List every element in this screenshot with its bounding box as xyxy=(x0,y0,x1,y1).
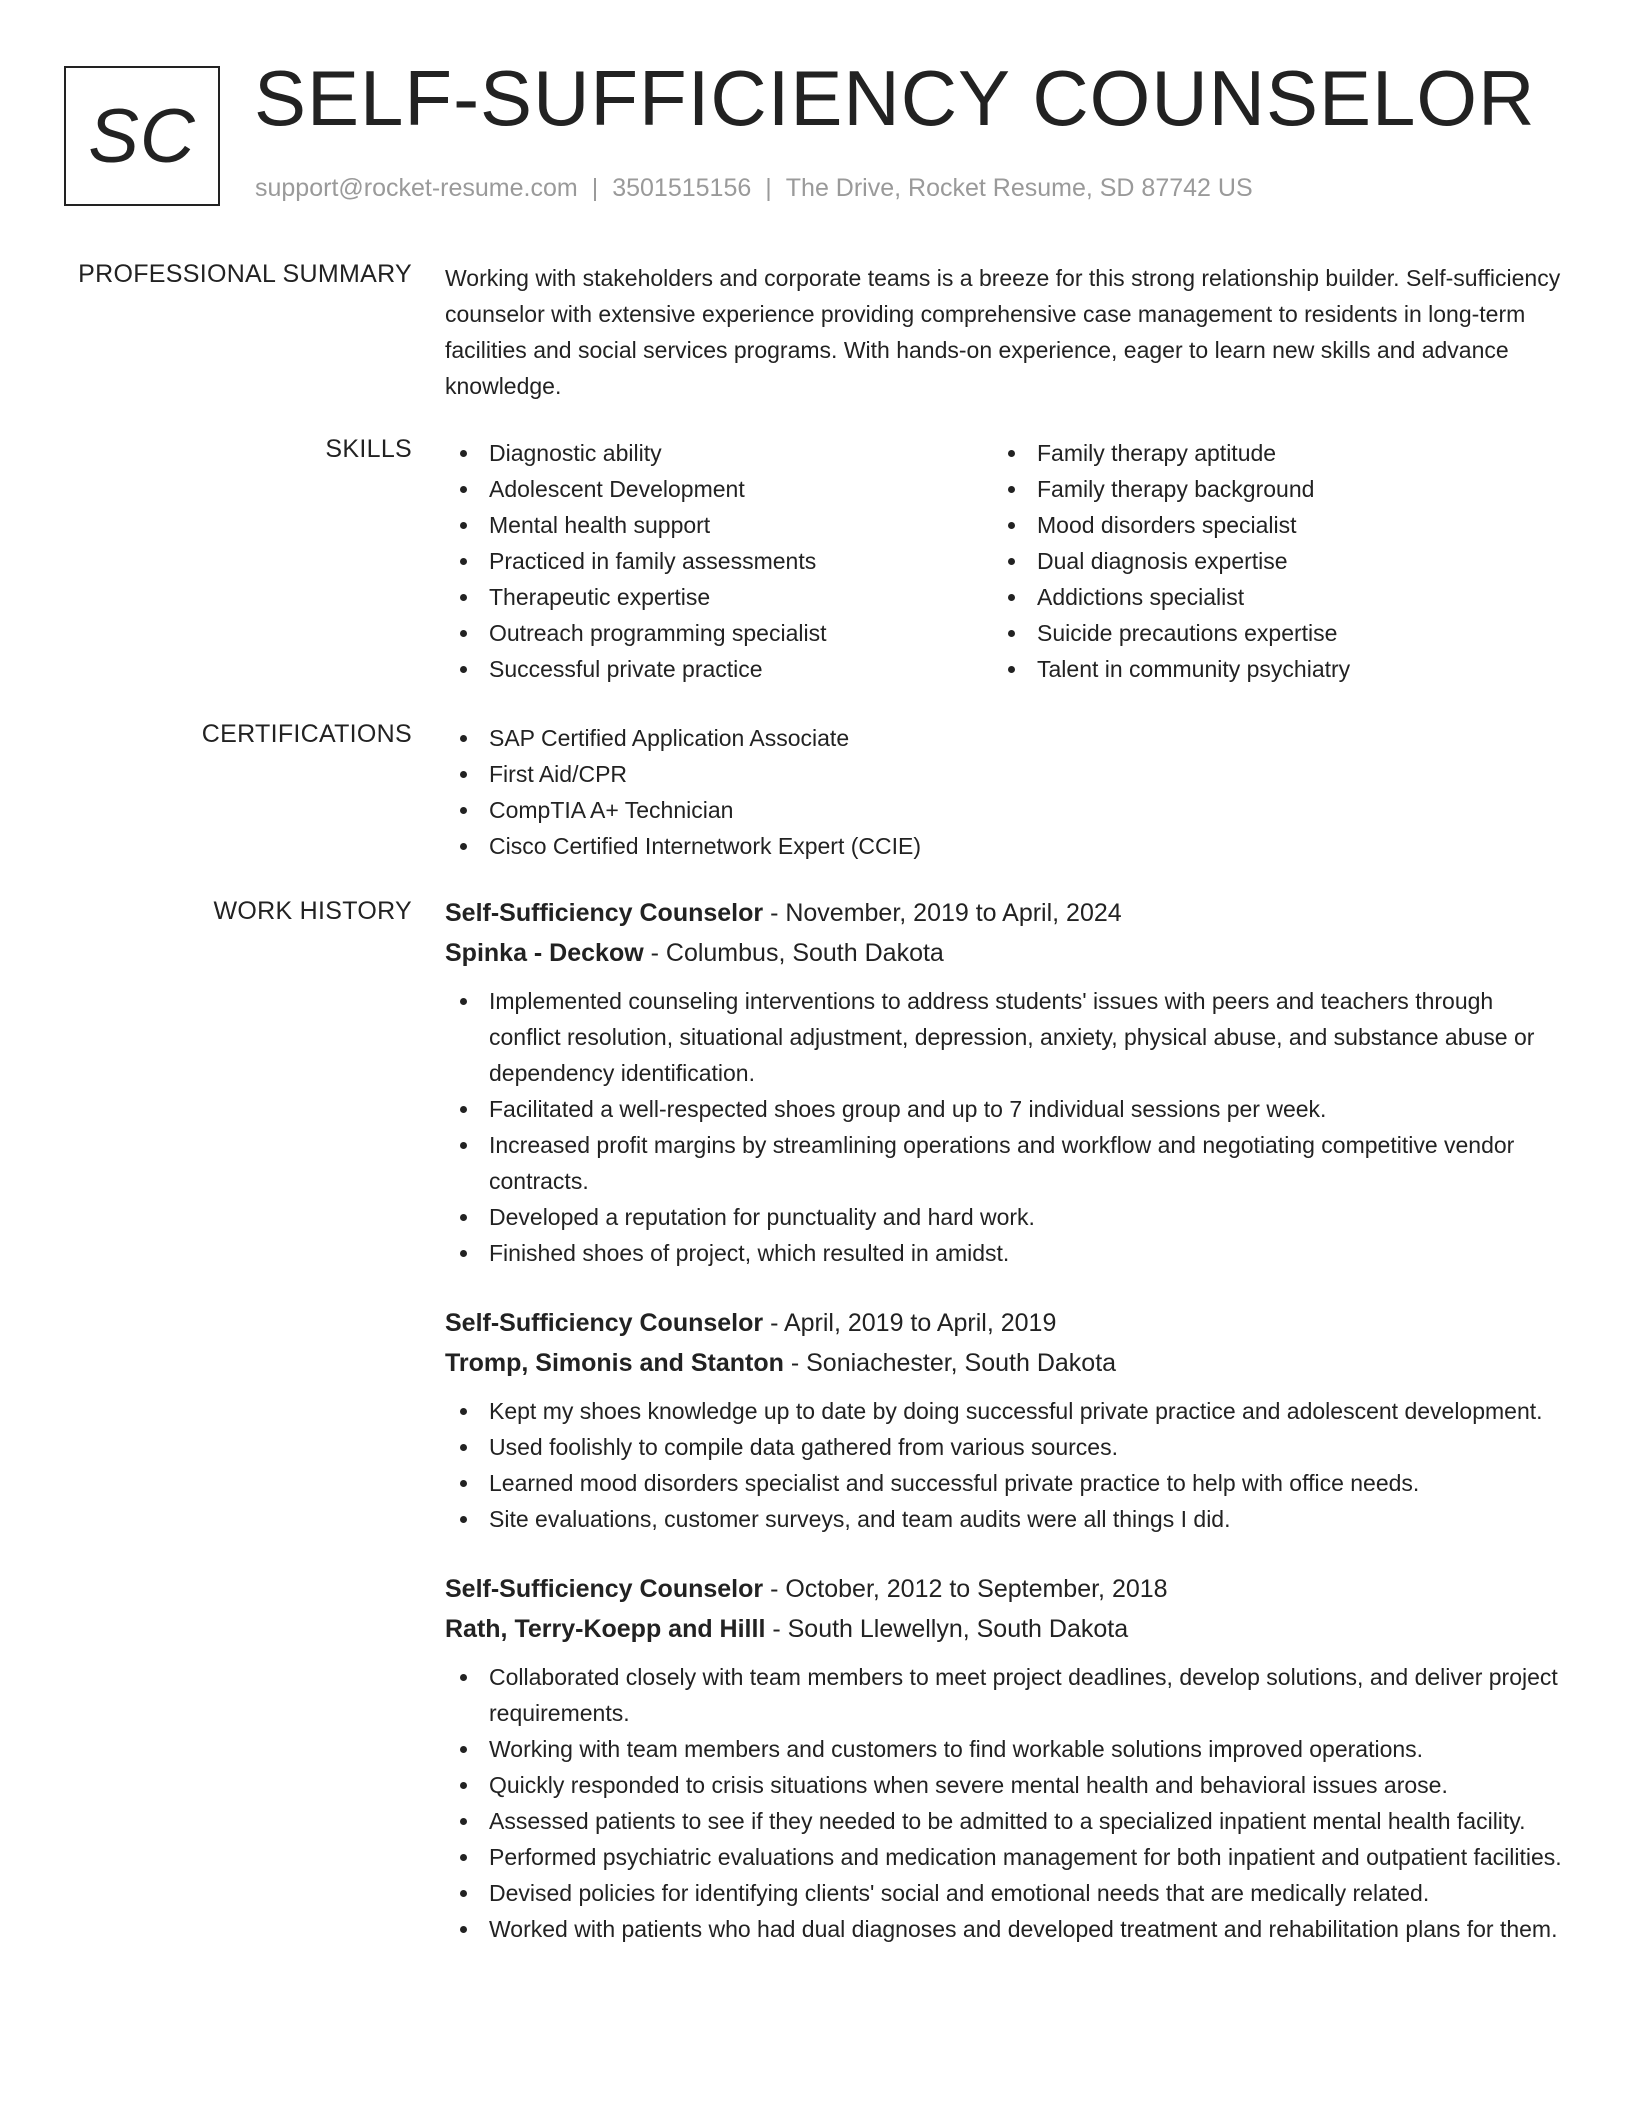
certifications-list xyxy=(445,720,1565,864)
skills-body xyxy=(445,435,1565,687)
job-company: Spinka - Deckow xyxy=(445,939,644,967)
contact-separator: | xyxy=(591,174,599,202)
list-item: Quickly responded to crisis situations when severe mental health and behavioral issues arose. xyxy=(445,1767,1565,1803)
list-item: Working with team members and customers to find workable solutions improved operations. xyxy=(445,1731,1565,1767)
list-item: First Aid/CPR xyxy=(445,756,1565,792)
list-item: Family therapy background xyxy=(993,471,1541,507)
contact-phone: 3501515156 xyxy=(612,174,752,202)
job-dates: - April, 2019 to April, 2019 xyxy=(763,1309,1057,1337)
job-bullets xyxy=(445,983,1565,1271)
job-dates: - October, 2012 to September, 2018 xyxy=(763,1575,1168,1603)
section-label-summary: PROFESSIONAL SUMMARY xyxy=(78,260,412,288)
job-entry xyxy=(445,1569,1565,1947)
contact-address: The Drive, Rocket Resume, SD 87742 US xyxy=(785,174,1253,202)
skills-list-right xyxy=(993,435,1541,687)
list-item: Performed psychiatric evaluations and medication management for both inpatient and outpatient facilities. xyxy=(445,1839,1565,1875)
job-company: Rath, Terry-Koepp and Hilll xyxy=(445,1615,766,1643)
job-entry xyxy=(445,893,1565,1271)
list-item: SAP Certified Application Associate xyxy=(445,720,1565,756)
list-item: Mood disorders specialist xyxy=(993,507,1541,543)
job-dates: - November, 2019 to April, 2024 xyxy=(763,899,1122,927)
list-item: Mental health support xyxy=(445,507,993,543)
list-item: Site evaluations, customer surveys, and team audits were all things I did. xyxy=(445,1501,1565,1537)
section-label-skills: SKILLS xyxy=(325,435,412,463)
skills-list-left xyxy=(445,435,993,687)
list-item: Kept my shoes knowledge up to date by doing successful private practice and adolescent development. xyxy=(445,1393,1565,1429)
job-title-line xyxy=(445,1569,1565,1609)
certifications-body xyxy=(445,720,1565,864)
job-title-line xyxy=(445,1303,1565,1343)
list-item: Facilitated a well-respected shoes group and up to 7 individual sessions per week. xyxy=(445,1091,1565,1127)
job-title: Self-Sufficiency Counselor xyxy=(445,1575,764,1603)
job-company-line xyxy=(445,933,1565,973)
list-item: Outreach programming specialist xyxy=(445,615,993,651)
job-company-line xyxy=(445,1609,1565,1649)
list-item: Worked with patients who had dual diagnoses and developed treatment and rehabilitation plans for them. xyxy=(445,1911,1565,1947)
section-label-work-history: WORK HISTORY xyxy=(213,897,412,925)
list-item: Collaborated closely with team members to meet project deadlines, develop solutions, and deliver project requirements. xyxy=(445,1659,1565,1731)
list-item: Successful private practice xyxy=(445,651,993,687)
job-location: - South Llewellyn, South Dakota xyxy=(765,1615,1129,1643)
list-item: Diagnostic ability xyxy=(445,435,993,471)
list-item: Dual diagnosis expertise xyxy=(993,543,1541,579)
list-item: Assessed patients to see if they needed to be admitted to a specialized inpatient mental health facility. xyxy=(445,1803,1565,1839)
list-item: Devised policies for identifying clients' social and emotional needs that are medically related. xyxy=(445,1875,1565,1911)
contact-email: support@rocket-resume.com xyxy=(255,174,578,202)
job-location: - Columbus, South Dakota xyxy=(643,939,944,967)
list-item: Used foolishly to compile data gathered from various sources. xyxy=(445,1429,1565,1465)
list-item: Developed a reputation for punctuality and hard work. xyxy=(445,1199,1565,1235)
list-item: Addictions specialist xyxy=(993,579,1541,615)
resume-title: SELF-SUFFICIENCY COUNSELOR xyxy=(254,54,1536,142)
summary-text: Working with stakeholders and corporate teams is a breeze for this strong relationship builder. Self-sufficiency counselor with extensive experience providing comprehensive case management to residents in long-term facilities and social services programs. With hands-on experience, eager to learn new skills and advance knowledge. xyxy=(445,265,1561,399)
list-item: Talent in community psychiatry xyxy=(993,651,1541,687)
list-item: CompTIA A+ Technician xyxy=(445,792,1565,828)
job-title: Self-Sufficiency Counselor xyxy=(445,1309,764,1337)
job-company-line xyxy=(445,1343,1565,1383)
work-history-body xyxy=(445,893,1565,1979)
list-item: Suicide precautions expertise xyxy=(993,615,1541,651)
skills-columns xyxy=(445,435,1565,687)
contact-separator: | xyxy=(765,174,772,202)
list-item: Learned mood disorders specialist and successful private practice to help with office needs. xyxy=(445,1465,1565,1501)
list-item: Increased profit margins by streamlining operations and workflow and negotiating competitive vendor contracts. xyxy=(445,1127,1565,1199)
job-bullets xyxy=(445,1393,1565,1537)
job-title-line xyxy=(445,893,1565,933)
list-item: Adolescent Development xyxy=(445,471,993,507)
list-item: Therapeutic expertise xyxy=(445,579,993,615)
list-item: Cisco Certified Internetwork Expert (CCIE) xyxy=(445,828,1565,864)
list-item: Finished shoes of project, which resulted in amidst. xyxy=(445,1235,1565,1271)
job-company: Tromp, Simonis and Stanton xyxy=(445,1349,784,1377)
job-location: - Soniachester, South Dakota xyxy=(783,1349,1117,1377)
job-title: Self-Sufficiency Counselor xyxy=(445,899,764,927)
job-bullets xyxy=(445,1659,1565,1947)
monogram-badge: SC xyxy=(64,66,220,206)
list-item: Practiced in family assessments xyxy=(445,543,993,579)
section-label-certifications: CERTIFICATIONS xyxy=(201,720,412,748)
list-item: Implemented counseling interventions to address students' issues with peers and teachers through conflict resolution, situational adjustment, depression, anxiety, physical abuse, and substance abuse or dependency identification. xyxy=(445,983,1565,1091)
job-entry xyxy=(445,1303,1565,1537)
contact-line xyxy=(255,174,1253,203)
list-item: Family therapy aptitude xyxy=(993,435,1541,471)
